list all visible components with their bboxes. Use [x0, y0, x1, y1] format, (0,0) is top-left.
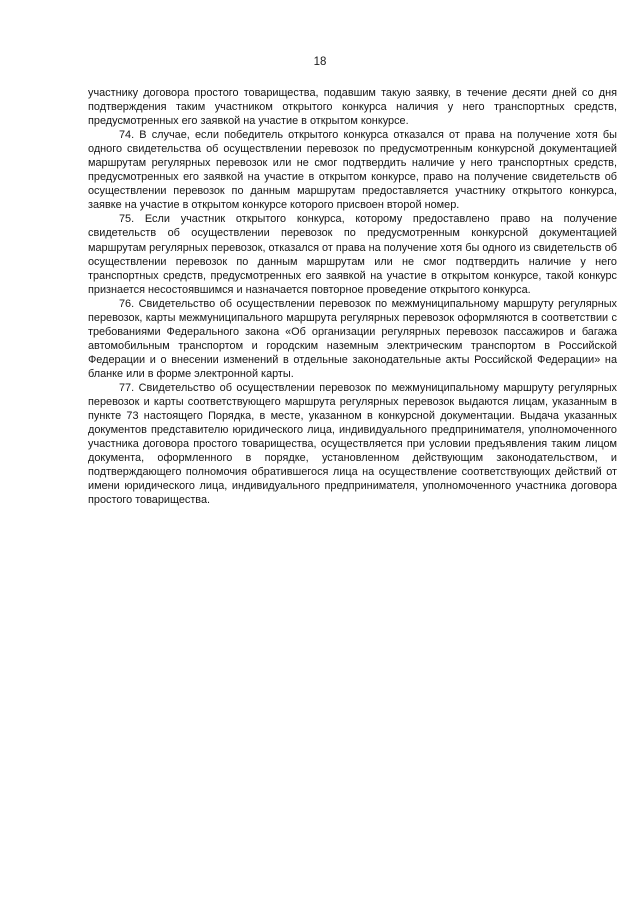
document-body — [88, 86, 617, 507]
paragraph-76: 76. Свидетельство об осуществлении перевозок по межмуниципальному маршруту регулярных перевозок, карты межмуниципального маршрута регулярных перевозок оформляются в соответствии с требованиями Федерального закона «Об организации регулярных перевозок пассажиров и багажа автомобильным транспортом и городским наземным электрическим транспортом в Российской Федерации и о внесении изменений в отдельные законодательные акты Российской Федерации» на бланке или в форме электронной карты. — [88, 297, 617, 380]
paragraph-continuation: участнику договора простого товарищества, подавшим такую заявку, в течение десяти дней со дня подтверждения таким участником открытого конкурса наличия у него транспортных средств, предусмотренных его заявкой на участие в открытом конкурсе. — [88, 87, 617, 128]
page-number: 18 — [313, 56, 327, 68]
paragraph-75: 75. Если участник открытого конкурса, которому предоставлено право на получение свидетельств об осуществлении перевозок по предусмотренным конкурсной документацией маршрутам регулярных перевозок, отказался от права на получение хотя бы одного из свидетельств об осуществлении перевозок по данным маршрутам или не смог подтвердить наличие у него транспортных средств, предусмотренных его заявкой на участие в открытом конкурсе, такой конкурс признается несостоявшимся и назначается повторное проведение открытого конкурса. — [88, 213, 617, 296]
paragraph-74: 74. В случае, если победитель открытого конкурса отказался от права на получение хотя бы одного свидетельства об осуществлении перевозок по предусмотренным конкурсной документацией маршрутам регулярных перевозок или не смог подтвердить наличие у него транспортных средств, предусмотренных его заявкой на участие в открытом конкурсе, право на получение свидетельств об осуществлении перевозок по данным маршрутам предоставляется участнику открытого конкурса, заявке на участие в открытом конкурсе которого присвоен второй номер. — [88, 129, 617, 212]
paragraph-77: 77. Свидетельство об осуществлении перевозок по межмуниципальному маршруту регулярных перевозок и карты соответствующего маршрута регулярных перевозок выдаются лицам, указанным в пункте 73 настоящего Порядка, в месте, указанном в конкурсной документации. Выдача указанных документов представителю юридического лица, индивидуального предпринимателя, уполномоченного участника договора простого товарищества, осуществляется при условии предъявления таким лицом документа, оформленного в порядке, установленном действующим законодательством, и подтверждающего полномочия обратившегося лица на осуществление соответствующих действий от имени юридического лица, индивидуального предпринимателя, уполномоченного участника договора простого товарищества. — [88, 381, 617, 507]
